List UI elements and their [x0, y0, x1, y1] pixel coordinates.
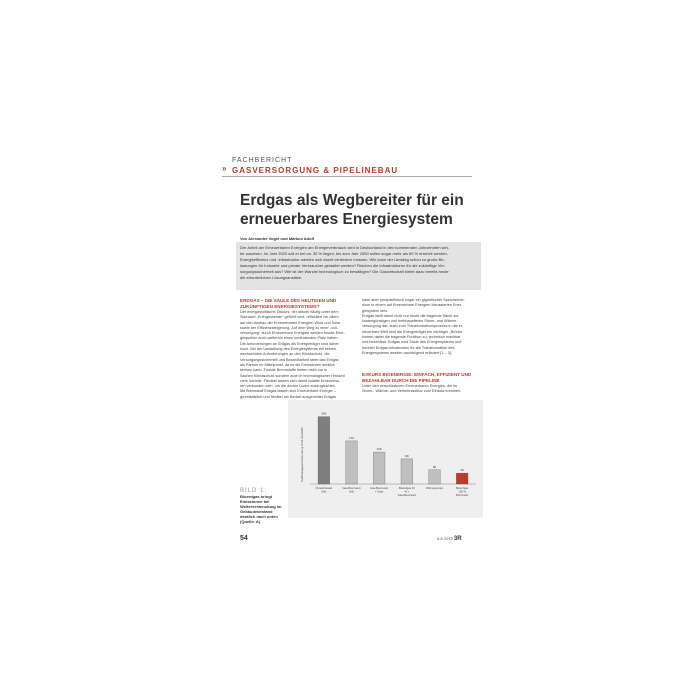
category-label: Gas-Brennwert	[397, 493, 416, 497]
body-left-column	[240, 310, 358, 400]
body-line: ren verbunden sein, um die dunkle Lücke auszugleichen.	[240, 384, 336, 389]
body-line: auf den Ausbau der Erneuerbaren Energien Wind und Solar	[240, 320, 341, 325]
body-line: versorgung dar, auch zum Transformationsprozess in die er-	[362, 324, 464, 329]
body-line: Energiesystems werden nachfolgend erläutert [1 – 3].	[362, 350, 452, 355]
body-line: Stichwort „Energiewende“ geführt wird, reflektiert vor allem	[240, 315, 339, 320]
body-line: versorgung“ durch Erneuerbare Energien werden fossile Ener-	[240, 331, 345, 336]
figure-number: BILD 1:	[240, 488, 268, 494]
heading-right: EXKURS BIOENERGIE: EINFACH, EFFIZIENT UND BEZAHLBAR DURCH DIE PIPELINE	[362, 372, 472, 383]
section-label: FACHBERICHT	[232, 157, 293, 164]
body-line: Unter den verschiedenen Erneuerbaren Energien, die im	[362, 384, 458, 388]
lead-line: Der Anteil der Erneuerbaren Energien am Energieverbrauch wird in Deutschland in den kommenden Jahrzehnten wei-	[240, 245, 450, 250]
bar-value-label: 266	[321, 411, 327, 416]
heading-left: ERDGAS – DIE SÄULE DES HEUTIGEN UND ZUKÜNFTIGEN ENERGIESYSTEMS?	[240, 298, 337, 309]
body-line: giequellen auch weiterhin einen bedeutenden Platz haben.	[240, 336, 339, 341]
bar-value-label: 126	[376, 447, 382, 452]
body-line: bereitet Erdgas-Infrastruktur für die Transformation des	[362, 345, 455, 350]
body-line: Versorgungssicherheit und Bezahlbarkeit steht das Erdgas	[240, 357, 339, 362]
body-line: sowie der Effizienzsteigerung. Auf dem Weg zu einer „voll-	[240, 325, 338, 330]
bar-value-label: 56	[432, 464, 437, 469]
category-label: Gas-Brennwert	[370, 487, 389, 490]
body-line: Mit Brennstoff Erdgas lassen sich Erneuerbare Energie –	[240, 389, 336, 394]
body-line: Strom-, Wärme- und Verkehrssektor zum Einsatz kommen,	[362, 389, 462, 394]
lead-line: lastungen für Industrie und private Verbraucher gestaltet werden? Reichen die Infrastrukturen für die zukünftige Ver-	[240, 262, 446, 268]
bar-value-label: 43	[460, 468, 464, 473]
category-label: Öl-Heizkessel	[315, 487, 333, 490]
article-title	[240, 191, 490, 229]
footer-issue	[437, 536, 462, 542]
chevron-icon: »	[222, 164, 227, 173]
category-label: Gas-Brennwert	[342, 487, 361, 490]
bar-1	[346, 441, 358, 484]
category-label: 100 %	[458, 490, 466, 494]
body-line: giesystem sein.	[362, 308, 389, 313]
chart-background	[288, 400, 483, 518]
logo: 3R	[453, 536, 462, 542]
category-label: (Alt)	[349, 490, 354, 494]
lead-paragraph	[236, 242, 481, 290]
lead-line: die erforderlichen Lösungsansätze.	[240, 274, 303, 280]
bar-0	[318, 417, 330, 484]
section-subtitle: GASVERSORGUNG & PIPELINEBAU	[232, 166, 399, 175]
bar-5	[456, 473, 468, 484]
bar-3	[401, 459, 413, 484]
figure-caption-text: Bioerdgas bringt Emissionen bei Weiterverwendung im Gebäudebestand deutlich nach unten (Quelle: A)	[240, 494, 282, 524]
article-authors: Von Alexander Vogel und Markus Adolf	[240, 236, 315, 241]
category-label: + Solar	[374, 490, 384, 494]
body-line: kostengünstigen und treibhausfreien Strom- und Wärme-	[362, 319, 458, 324]
body-line: Sachen Klimaschutz sondern auch in technologischer Hinsicht	[240, 373, 345, 378]
body-line: als Partner im Mittelpunkt, da es die Emissionen deutlich	[240, 362, 336, 367]
body-line: neuerbare Welt sind die Energieträger ein wichtiger „Brücke	[362, 329, 463, 334]
category-label: Wärmepumpe	[426, 487, 443, 490]
body-right-column	[362, 298, 482, 356]
body-line: viele Vorteile. Flexibel lassen sich damit volatile Erneuerba-	[240, 378, 340, 383]
body-line: und bezahlbar. Erdgas wird Säule des Energiesystems und	[362, 340, 462, 345]
page-number: 54	[240, 535, 248, 542]
chart-ylabel: Treibhausgasemissionen g CO2-Äq./kWh	[300, 427, 304, 483]
body-line: wechselnden Anforderungen an den Klimaschutz, die	[240, 352, 330, 357]
body-line: Der energiepolitische Diskurs, der aktuell häufig unter dem	[240, 310, 339, 314]
category-label: Bioerdgas	[456, 487, 469, 490]
body-line: hoch. Bei der Umstellung des Energiesystems mit seinen	[240, 347, 337, 352]
lead-line: sorgungssicherheit aus? Wie ist der Wandel technologisch zu bewältigen? Die Gaswirtschaft bietet dazu bereits heute	[240, 268, 449, 274]
category-label: % +	[404, 490, 410, 494]
category-label: Bioerdgas 10	[398, 487, 415, 490]
body-right-column-2	[362, 384, 482, 395]
title-line: Erdgas als Wegbereiter für ein	[240, 192, 464, 209]
body-line: Erdgas stellt damit nicht nur heute die tragende Säule zur	[362, 313, 459, 318]
body-line: Die Anforderungen an Erdgas als Energieträger sind daher	[240, 341, 339, 346]
title-line: erneuerbares Energiesystem	[240, 211, 453, 228]
bar-2	[373, 452, 385, 484]
issue-date: 5-6 2013	[437, 536, 453, 541]
lead-line: Energieeffizienz und -infrastruktur werden sich damit verändern müssen. Wie kann der Umstieg schon zu große Be-	[240, 256, 445, 262]
lead-line: ter wachsen. Im Jahr 2020 soll er bei ca. 30 % liegen, bis zum Jahr 2050 sollen sogar mehr als 60 % erreicht werden.	[240, 250, 448, 256]
bar-value-label: 99	[405, 453, 409, 458]
body-line: dium in einem auf Erneuerbare Energien fokussierten Ener-	[362, 303, 463, 308]
body-line: senken kann. Fossile Brennstoffe bieten nicht nur in	[240, 368, 328, 373]
body-line: grundsätzlich und flexibel am Bedarf ausgerichtet Erdgas	[240, 394, 337, 399]
section-rule	[222, 176, 472, 177]
category-label: Brennwert	[456, 493, 469, 497]
bar-value-label: 170	[348, 435, 355, 440]
category-label: (Alt)	[321, 490, 327, 494]
bar-4	[429, 470, 441, 484]
bar-chart	[240, 400, 483, 518]
body-line: kommt dabei die tragende Funktion zu: technisch machbar	[362, 335, 461, 340]
body-line: kann aber perspektivisch sogar ein gigantischer Speicherme-	[362, 298, 465, 302]
